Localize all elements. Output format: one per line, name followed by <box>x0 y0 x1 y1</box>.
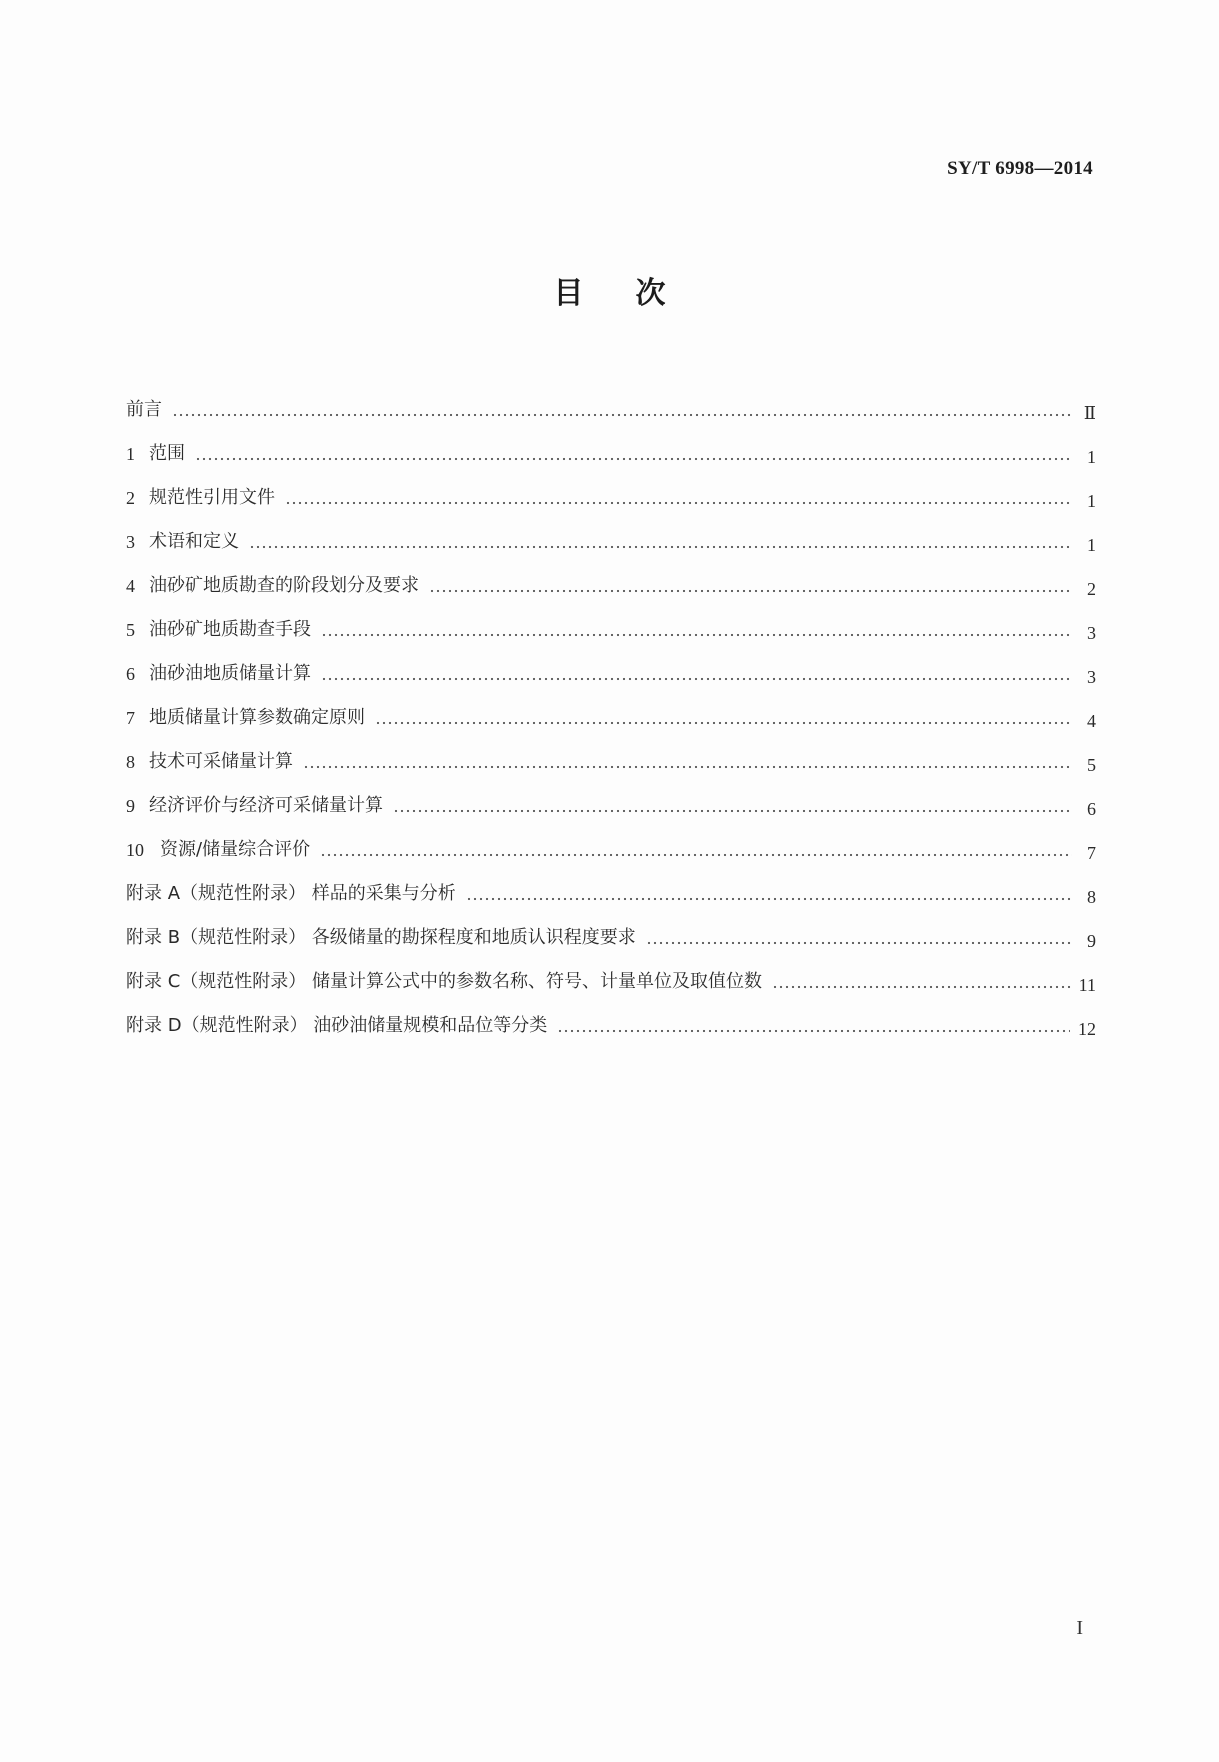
toc-leader-dots <box>172 413 1072 417</box>
toc-entry-page: 5 <box>1087 755 1096 775</box>
toc-leader-dots <box>466 897 1072 901</box>
toc-entry[interactable] <box>126 774 1096 818</box>
toc-leader-dots <box>321 633 1072 637</box>
toc-leader-dots <box>249 545 1072 549</box>
toc-entry-number: 8 <box>126 752 135 772</box>
toc-entry-page: 1 <box>1087 535 1096 555</box>
toc-leader-dots <box>393 809 1072 813</box>
toc-entry[interactable] <box>126 642 1096 686</box>
toc-entry-number: 9 <box>126 796 135 816</box>
toc-entry-page: 1 <box>1087 491 1096 511</box>
toc-leader-dots <box>646 941 1072 945</box>
page-number: I <box>1076 1617 1083 1639</box>
toc-entry-label: 范围 <box>149 443 185 464</box>
toc-entry-label: 油砂油地质储量计算 <box>149 663 311 684</box>
toc-entry[interactable] <box>126 950 1096 994</box>
standard-code: SY/T 6998—2014 <box>947 158 1093 179</box>
toc-entry-label: 术语和定义 <box>149 531 239 552</box>
toc-entry[interactable] <box>126 862 1096 906</box>
toc-entry-label: 附录 A（规范性附录） 样品的采集与分析 <box>126 883 456 904</box>
toc-leader-dots <box>320 853 1072 857</box>
toc-entry-page: 3 <box>1087 623 1096 643</box>
toc-leader-dots <box>195 457 1072 461</box>
toc-entry-label: 油砂矿地质勘查手段 <box>149 619 311 640</box>
toc-entry-page: 2 <box>1087 579 1096 599</box>
toc-entry-number: 1 <box>126 444 135 464</box>
toc-entry-number: 6 <box>126 664 135 684</box>
toc-entry-label: 附录 D（规范性附录） 油砂油储量规模和品位等分类 <box>126 1015 548 1036</box>
toc-entry[interactable] <box>126 818 1096 862</box>
toc-entry-page: 12 <box>1078 1019 1096 1039</box>
toc-entry-page: 8 <box>1087 887 1096 907</box>
toc-leader-dots <box>321 677 1072 681</box>
toc-entry-page: 9 <box>1087 931 1096 951</box>
toc-entry[interactable] <box>126 554 1096 598</box>
toc-entry-label: 油砂矿地质勘查的阶段划分及要求 <box>149 575 419 596</box>
toc-entry[interactable] <box>126 378 1096 422</box>
toc-entry-label: 前言 <box>126 399 162 420</box>
toc-list <box>126 378 1096 1038</box>
toc-leader-dots <box>772 985 1071 989</box>
toc-entry-page: 7 <box>1087 843 1096 863</box>
toc-entry-label: 规范性引用文件 <box>149 487 275 508</box>
toc-entry-number: 10 <box>126 840 144 860</box>
toc-entry[interactable] <box>126 598 1096 642</box>
toc-leader-dots <box>303 765 1072 769</box>
toc-leader-dots <box>285 501 1072 505</box>
toc-leader-dots <box>557 1029 1070 1033</box>
toc-entry-number: 4 <box>126 576 135 596</box>
toc-entry-number: 7 <box>126 708 135 728</box>
page-title: 目次 <box>553 276 718 311</box>
toc-entry[interactable] <box>126 466 1096 510</box>
toc-leader-dots <box>429 589 1072 593</box>
toc-entry[interactable] <box>126 906 1096 950</box>
toc-entry-page: 3 <box>1087 667 1096 687</box>
toc-entry-label: 资源/储量综合评价 <box>160 839 311 860</box>
toc-entry-number: 3 <box>126 532 135 552</box>
toc-entry[interactable] <box>126 994 1096 1038</box>
toc-entry-label: 附录 B（规范性附录） 各级储量的勘探程度和地质认识程度要求 <box>126 927 636 948</box>
toc-entry-page: Ⅱ <box>1083 403 1096 423</box>
toc-entry-label: 地质储量计算参数确定原则 <box>149 707 365 728</box>
toc-entry-label: 技术可采储量计算 <box>149 751 293 772</box>
toc-entry-page: 11 <box>1078 975 1096 995</box>
toc-entry-number: 5 <box>126 620 135 640</box>
toc-entry-label: 附录 C（规范性附录） 储量计算公式中的参数名称、符号、计量单位及取值位数 <box>126 971 763 992</box>
toc-entry[interactable] <box>126 730 1096 774</box>
toc-entry[interactable] <box>126 510 1096 554</box>
toc-entry-label: 经济评价与经济可采储量计算 <box>149 795 383 816</box>
toc-entry[interactable] <box>126 422 1096 466</box>
toc-entry-number: 2 <box>126 488 135 508</box>
toc-leader-dots <box>375 721 1072 725</box>
toc-entry-page: 6 <box>1087 799 1096 819</box>
toc-entry[interactable] <box>126 686 1096 730</box>
toc-entry-page: 4 <box>1087 711 1096 731</box>
toc-entry-page: 1 <box>1087 447 1096 467</box>
